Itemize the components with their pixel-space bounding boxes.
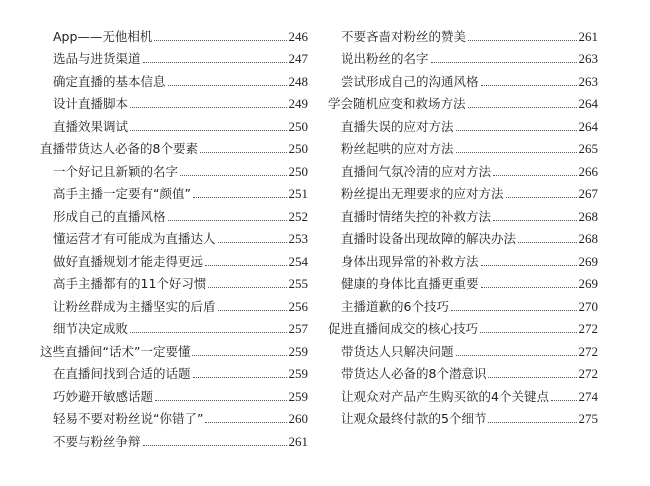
toc-entry-title: 直播间气氛冷清的应对方法 bbox=[341, 163, 492, 179]
toc-entry-page: 261 bbox=[578, 28, 598, 44]
toc-entry-left-8[interactable] bbox=[40, 202, 308, 225]
toc-entry-right-13[interactable] bbox=[328, 315, 598, 338]
toc-entry-title: 让观众对产品产生购买欲的4个关键点 bbox=[341, 388, 549, 404]
toc-column-right bbox=[328, 22, 598, 427]
toc-entry-left-2[interactable] bbox=[40, 67, 308, 90]
toc-entry-left-10[interactable] bbox=[40, 247, 308, 270]
toc-entry-left-15[interactable] bbox=[40, 360, 308, 383]
toc-entry-right-10[interactable] bbox=[328, 247, 598, 270]
toc-entry-left-7[interactable] bbox=[40, 180, 308, 203]
toc-entry-title: 主播道歉的6个技巧 bbox=[341, 298, 449, 314]
toc-entry-page: 257 bbox=[288, 321, 308, 336]
toc-entry-page: 251 bbox=[288, 186, 308, 201]
toc-dot-leader bbox=[168, 85, 287, 86]
toc-entry-title: 身体出现异常的补救方法 bbox=[341, 253, 479, 269]
toc-entry-title: 粉丝提出无理要求的应对方法 bbox=[341, 186, 504, 201]
toc-entry-right-1[interactable] bbox=[328, 45, 598, 68]
toc-entry-page: 250 bbox=[288, 118, 308, 134]
toc-entry-page: 246 bbox=[288, 28, 308, 44]
toc-entry-title: 说出粉丝的名字 bbox=[341, 51, 429, 66]
toc-dot-leader bbox=[493, 175, 576, 176]
toc-entry-right-11[interactable] bbox=[328, 270, 598, 293]
toc-dot-leader bbox=[130, 130, 286, 131]
toc-entry-title: 高手主播一定要有“颜值” bbox=[53, 186, 191, 201]
toc-entry-page: 252 bbox=[288, 208, 308, 224]
toc-dot-leader bbox=[481, 287, 577, 288]
toc-dot-leader bbox=[193, 377, 287, 378]
toc-entry-left-3[interactable] bbox=[40, 90, 308, 113]
toc-entry-title: 高手主播都有的11个好习惯 bbox=[53, 276, 207, 291]
toc-dot-leader bbox=[468, 40, 576, 41]
toc-entry-right-3[interactable] bbox=[328, 90, 598, 113]
toc-dot-leader bbox=[154, 40, 286, 41]
toc-entry-page: 247 bbox=[288, 51, 308, 66]
toc-entry-page: 263 bbox=[578, 51, 598, 66]
toc-dot-leader bbox=[451, 310, 577, 311]
toc-entry-title: 直播时情绪失控的补救方法 bbox=[341, 208, 492, 224]
toc-entry-right-5[interactable] bbox=[328, 135, 598, 158]
toc-entry-page: 267 bbox=[578, 186, 598, 201]
toc-entry-page: 250 bbox=[288, 163, 308, 179]
toc-entry-left-18[interactable] bbox=[40, 427, 308, 450]
toc-entry-right-0[interactable] bbox=[328, 22, 598, 45]
toc-dot-leader bbox=[180, 175, 286, 176]
toc-dot-leader bbox=[218, 242, 287, 243]
toc-dot-leader bbox=[143, 445, 287, 446]
toc-entry-right-7[interactable] bbox=[328, 180, 598, 203]
toc-entry-left-5[interactable] bbox=[40, 135, 308, 158]
toc-entry-page: 269 bbox=[578, 276, 598, 291]
toc-dot-leader bbox=[192, 355, 286, 356]
toc-entry-left-12[interactable] bbox=[40, 292, 308, 315]
toc-dot-leader bbox=[456, 152, 577, 153]
toc-entry-page: 263 bbox=[578, 73, 598, 89]
toc-dot-leader bbox=[200, 152, 287, 153]
toc-entry-page: 270 bbox=[578, 298, 598, 314]
toc-entry-title: 直播带货达人必备的8个要素 bbox=[40, 141, 198, 156]
toc-entry-right-17[interactable] bbox=[328, 405, 598, 428]
toc-entry-page: 260 bbox=[288, 411, 308, 426]
toc-entry-page: 269 bbox=[578, 253, 598, 269]
toc-entry-left-14[interactable] bbox=[40, 337, 308, 360]
toc-entry-right-6[interactable] bbox=[328, 157, 598, 180]
toc-entry-left-13[interactable] bbox=[40, 315, 308, 338]
toc-entry-page: 268 bbox=[578, 231, 598, 246]
toc-entry-title: 让粉丝群成为主播坚实的后盾 bbox=[53, 298, 216, 314]
toc-entry-right-2[interactable] bbox=[328, 67, 598, 90]
toc-dot-leader bbox=[481, 265, 577, 266]
toc-entry-title: 做好直播规划才能走得更远 bbox=[53, 253, 204, 269]
toc-dot-leader bbox=[481, 85, 577, 86]
toc-dot-leader bbox=[488, 422, 576, 423]
toc-entry-page: 259 bbox=[288, 388, 308, 404]
toc-entry-page: 268 bbox=[578, 208, 598, 224]
toc-entry-page: 274 bbox=[578, 388, 598, 404]
toc-dot-leader bbox=[155, 400, 286, 401]
toc-entry-title: 确定直播的基本信息 bbox=[53, 73, 166, 89]
toc-entry-page: 249 bbox=[288, 96, 308, 111]
toc-dot-leader bbox=[218, 310, 287, 311]
toc-entry-title: 不要吝啬对粉丝的赞美 bbox=[341, 28, 467, 44]
toc-entry-title: 直播失误的应对方法 bbox=[341, 118, 454, 134]
toc-entry-page: 264 bbox=[578, 96, 598, 111]
toc-entry-title: 形成自己的直播风格 bbox=[53, 208, 166, 224]
toc-entry-right-14[interactable] bbox=[328, 337, 598, 360]
toc-entry-left-9[interactable] bbox=[40, 225, 308, 248]
toc-entry-page: 275 bbox=[578, 411, 598, 426]
toc-entry-page: 264 bbox=[578, 118, 598, 134]
toc-entry-title: 这些直播间“话术”一定要懂 bbox=[40, 343, 191, 359]
toc-entry-title: 健康的身体比直播更重要 bbox=[341, 276, 479, 291]
toc-entry-right-16[interactable] bbox=[328, 382, 598, 405]
toc-entry-title: 直播时设备出现故障的解决办法 bbox=[341, 231, 517, 246]
toc-dot-leader bbox=[130, 332, 286, 333]
toc-entry-left-1[interactable] bbox=[40, 45, 308, 68]
toc-dot-leader bbox=[493, 220, 576, 221]
toc-entry-title: 带货达人只解决问题 bbox=[341, 343, 454, 359]
toc-entry-right-12[interactable] bbox=[328, 292, 598, 315]
toc-entry-left-4[interactable] bbox=[40, 112, 308, 135]
toc-entry-page: 266 bbox=[578, 163, 598, 179]
toc-dot-leader bbox=[506, 197, 577, 198]
toc-entry-page: 259 bbox=[288, 366, 308, 381]
toc-entry-page: 254 bbox=[288, 253, 308, 269]
toc-entry-left-17[interactable] bbox=[40, 405, 308, 428]
toc-entry-title: 在直播间找到合适的话题 bbox=[53, 366, 191, 381]
toc-entry-left-16[interactable] bbox=[40, 382, 308, 405]
toc-entry-page: 272 bbox=[578, 366, 598, 381]
toc-dot-leader bbox=[551, 400, 577, 401]
toc-entry-page: 253 bbox=[288, 231, 308, 246]
toc-entry-title: 学会随机应变和救场方法 bbox=[328, 96, 466, 111]
toc-entry-page: 265 bbox=[578, 141, 598, 156]
toc-entry-title: 轻易不要对粉丝说“你错了” bbox=[53, 411, 204, 426]
toc-entry-title: 带货达人必备的8个潜意识 bbox=[341, 366, 487, 381]
toc-entry-page: 248 bbox=[288, 73, 308, 89]
toc-entry-right-15[interactable] bbox=[328, 360, 598, 383]
toc-entry-page: 261 bbox=[288, 433, 308, 449]
toc-entry-title: 巧妙避开敏感话题 bbox=[53, 388, 154, 404]
toc-dot-leader bbox=[518, 242, 576, 243]
toc-entry-title: 让观众最终付款的5个细节 bbox=[341, 411, 487, 426]
toc-dot-leader bbox=[431, 62, 577, 63]
toc-dot-leader bbox=[208, 287, 286, 288]
toc-entry-title: 直播效果调试 bbox=[53, 118, 129, 134]
toc-entry-page: 272 bbox=[578, 343, 598, 359]
toc-entry-right-4[interactable] bbox=[328, 112, 598, 135]
toc-entry-page: 250 bbox=[288, 141, 308, 156]
toc-entry-title: App——无他相机 bbox=[53, 28, 153, 44]
toc-entry-right-8[interactable] bbox=[328, 202, 598, 225]
toc-entry-title: 细节决定成败 bbox=[53, 321, 129, 336]
toc-dot-leader bbox=[480, 332, 576, 333]
toc-dot-leader bbox=[130, 107, 286, 108]
toc-entry-page: 256 bbox=[288, 298, 308, 314]
toc-dot-leader bbox=[168, 220, 287, 221]
toc-entry-title: 促进直播间成交的核心技巧 bbox=[328, 321, 479, 336]
toc-dot-leader bbox=[488, 377, 576, 378]
toc-dot-leader bbox=[205, 265, 286, 266]
toc-entry-title: 粉丝起哄的应对方法 bbox=[341, 141, 454, 156]
toc-entry-page: 272 bbox=[578, 321, 598, 336]
toc-entry-left-0[interactable] bbox=[40, 22, 308, 45]
toc-entry-page: 255 bbox=[288, 276, 308, 291]
toc-entry-title: 选品与进货渠道 bbox=[53, 51, 141, 66]
toc-entry-title: 懂运营才有可能成为直播达人 bbox=[53, 231, 216, 246]
toc-entry-title: 设计直播脚本 bbox=[53, 96, 129, 111]
toc-entry-title: 不要与粉丝争辩 bbox=[53, 433, 141, 449]
toc-dot-leader bbox=[143, 62, 287, 63]
toc-dot-leader bbox=[468, 107, 577, 108]
toc-dot-leader bbox=[456, 355, 577, 356]
toc-entry-title: 尝试形成自己的沟通风格 bbox=[341, 73, 479, 89]
toc-entry-right-9[interactable] bbox=[328, 225, 598, 248]
toc-entry-left-6[interactable] bbox=[40, 157, 308, 180]
toc-dot-leader bbox=[205, 422, 286, 423]
toc-dot-leader bbox=[193, 197, 287, 198]
toc-dot-leader bbox=[456, 130, 577, 131]
toc-column-left bbox=[40, 22, 308, 450]
toc-entry-page: 259 bbox=[288, 343, 308, 359]
toc-entry-title: 一个好记且新颖的名字 bbox=[53, 163, 179, 179]
toc-entry-left-11[interactable] bbox=[40, 270, 308, 293]
